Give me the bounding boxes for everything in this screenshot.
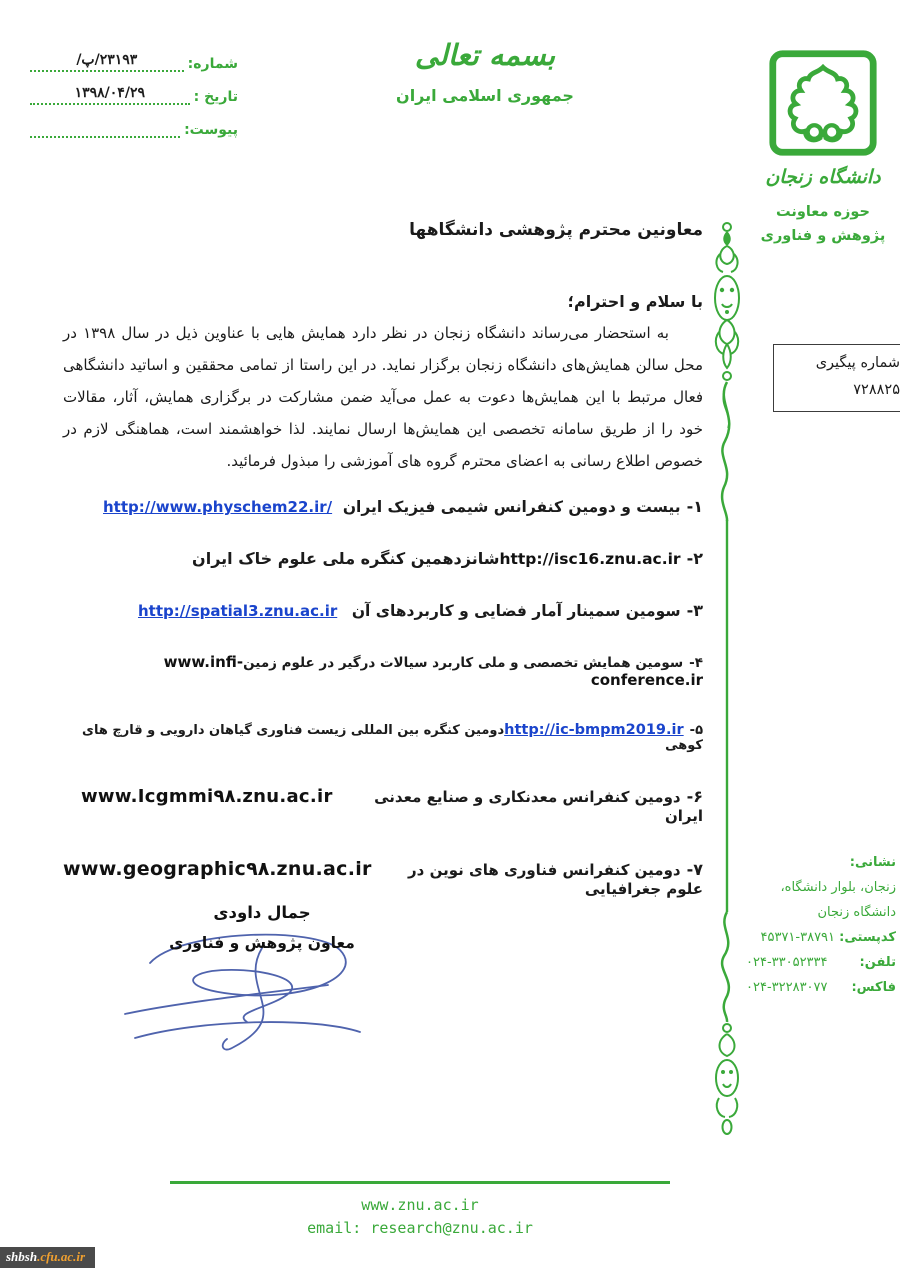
- conference-title: سومین سمینار آمار فضایی و کاربردهای آن: [351, 602, 681, 620]
- contact-info: [746, 850, 896, 1000]
- conference-title: شانزدهمین کنگره ملی علوم خاک ایران: [192, 549, 500, 568]
- phone-value: ۰۲۴-۳۳۰۵۲۳۳۴: [746, 955, 828, 970]
- letter-paragraph: به استحضار می‌رساند دانشگاه زنجان در نظر دارد همایش هایی با عناوین ذیل در سال ۱۳۹۸ در محل سالن همایش‌های دانشگاه زنجان برگزار نماید. در این راستا از تمامی محققین و اساتید دانشگاهی فعال مرتبط با این همایش‌ها دعوت به عمل می‌آید ضمن مشارکت در برگزاری همایش، آثار، مقالات خود را از طریق سامانه تخصصی این همایش‌ها ارسال نمایند. لذا خواهشمند است، هماهنگی لازم در خصوص اطلاع رسانی به اعضای محترم گروه های آموزشی را مبذول فرمائید.: [63, 324, 703, 470]
- conference-url-1[interactable]: http://www.physchem22.ir/: [103, 498, 333, 516]
- letter-date-label: تاریخ :: [193, 89, 238, 105]
- letter-attachment-line: [30, 118, 180, 138]
- postal-code-row: کدپستی: ۴۵۳۷۱-۳۸۷۹۱: [760, 930, 896, 945]
- conference-item-6: [63, 786, 703, 825]
- watermark-badge: [0, 1247, 95, 1268]
- conference-number: ۱-: [686, 497, 703, 516]
- letter-date-line: [30, 85, 190, 105]
- reference-fields: [30, 52, 238, 151]
- center-header: [360, 38, 610, 105]
- tracking-number-label: شماره پیگیری: [815, 355, 900, 371]
- signatory-title: معاون پژوهش و فناوری: [169, 934, 355, 952]
- watermark-prefix: shbsh: [6, 1249, 38, 1264]
- conference-item-7: [63, 858, 703, 898]
- tracking-number-value: ۷۲۸۸۲۵: [853, 382, 900, 398]
- footer-email-link[interactable]: research@znu.ac.ir: [370, 1219, 533, 1237]
- conference-title: دومین کنفرانس فناوری های نوین در علوم جغرافیایی: [408, 861, 703, 898]
- letter-date-value: ۱۳۹۸/۰۴/۲۹: [74, 85, 145, 101]
- salutation: با سلام و احترام؛: [567, 292, 703, 311]
- letter-number-label: شماره:: [187, 56, 238, 72]
- phone-row: تلفن: ۰۲۴-۳۳۰۵۲۳۳۴: [746, 950, 896, 975]
- tracking-number-box: [773, 344, 900, 412]
- conference-url-3[interactable]: http://spatial3.znu.ac.ir: [138, 602, 338, 620]
- conference-number: ۶-: [686, 787, 703, 806]
- country-title: جمهوری اسلامی ایران: [396, 86, 574, 105]
- conference-title: دومین کنفرانس معدنکاری و صنایع معدنی ایران: [374, 788, 703, 825]
- conference-number: ۲-: [686, 549, 703, 568]
- conference-url-5[interactable]: http://ic-bmpm2019.ir: [504, 722, 684, 738]
- fax-row: فاکس: ۰۲۴-۳۲۲۸۳۰۷۷: [746, 975, 896, 1000]
- conference-item-1: [63, 497, 703, 516]
- signatory-name: جمال داودی: [213, 903, 311, 922]
- conference-item-2: [63, 549, 703, 568]
- letter-attachment-row: [30, 118, 238, 138]
- watermark-suffix: .cfu.ac.ir: [37, 1249, 86, 1264]
- department-title: [748, 200, 898, 248]
- signature-block: [128, 903, 396, 952]
- conference-url-6: www.Icgmmi۹۸.znu.ac.ir: [81, 786, 333, 807]
- conference-number: ۳-: [686, 601, 703, 620]
- university-name: دانشگاه زنجان: [765, 166, 881, 188]
- university-header: [748, 48, 898, 248]
- address-label: نشانی:: [849, 855, 896, 870]
- besmele-calligraphy: بسمه تعالی: [414, 38, 556, 72]
- letter-number-line: [30, 52, 184, 72]
- fax-value: ۰۲۴-۳۲۲۸۳۰۷۷: [746, 980, 828, 995]
- conference-title: بیست و دومین کنفرانس شیمی فیزیک ایران: [342, 498, 681, 516]
- letter-number-row: [30, 52, 238, 72]
- conference-title: سومین همایش تخصصی و ملی کاربرد سیالات درگیر در علوم زمین: [243, 655, 684, 671]
- address-line2: دانشگاه زنجان: [817, 905, 896, 920]
- decorative-border-ornament: [710, 220, 744, 1138]
- university-logo-icon: [765, 48, 881, 160]
- conference-title: دومین کنگره بین المللی زیست فناوری گیاهان دارویی و قارچ های کوهی: [82, 723, 703, 753]
- recipient-heading: معاونین محترم پژوهشی دانشگاهها: [409, 220, 703, 240]
- letter-number-value: ۲۳۱۹۳/پ/: [76, 52, 138, 68]
- footer: [200, 1194, 640, 1240]
- conference-item-5: [63, 722, 703, 753]
- conference-number: ۷-: [686, 860, 703, 879]
- address-line1: زنجان، بلوار دانشگاه،: [780, 880, 896, 895]
- letter-body: [63, 220, 703, 931]
- postal-code-value: ۴۵۳۷۱-۳۸۷۹۱: [760, 930, 836, 945]
- department-line2: پژوهش و فناوری: [760, 228, 886, 244]
- conference-item-4: [63, 653, 703, 689]
- conference-url-7: www.geographic۹۸.znu.ac.ir: [63, 858, 372, 880]
- footer-divider: [170, 1181, 670, 1184]
- letter-date-row: [30, 85, 238, 105]
- conference-number: ۴-: [689, 655, 703, 671]
- conference-number: ۵-: [689, 723, 703, 738]
- footer-website-link[interactable]: www.znu.ac.ir: [361, 1196, 479, 1214]
- conference-url-4: www.infi-conference.ir: [163, 653, 703, 689]
- footer-email-row: email: research@znu.ac.ir: [307, 1219, 533, 1237]
- conference-item-3: [63, 601, 703, 620]
- department-line1: حوزه معاونت: [776, 204, 870, 220]
- conference-url-2: http://isc16.znu.ac.ir: [499, 550, 681, 568]
- letter-attachment-label: پیوست:: [184, 122, 238, 138]
